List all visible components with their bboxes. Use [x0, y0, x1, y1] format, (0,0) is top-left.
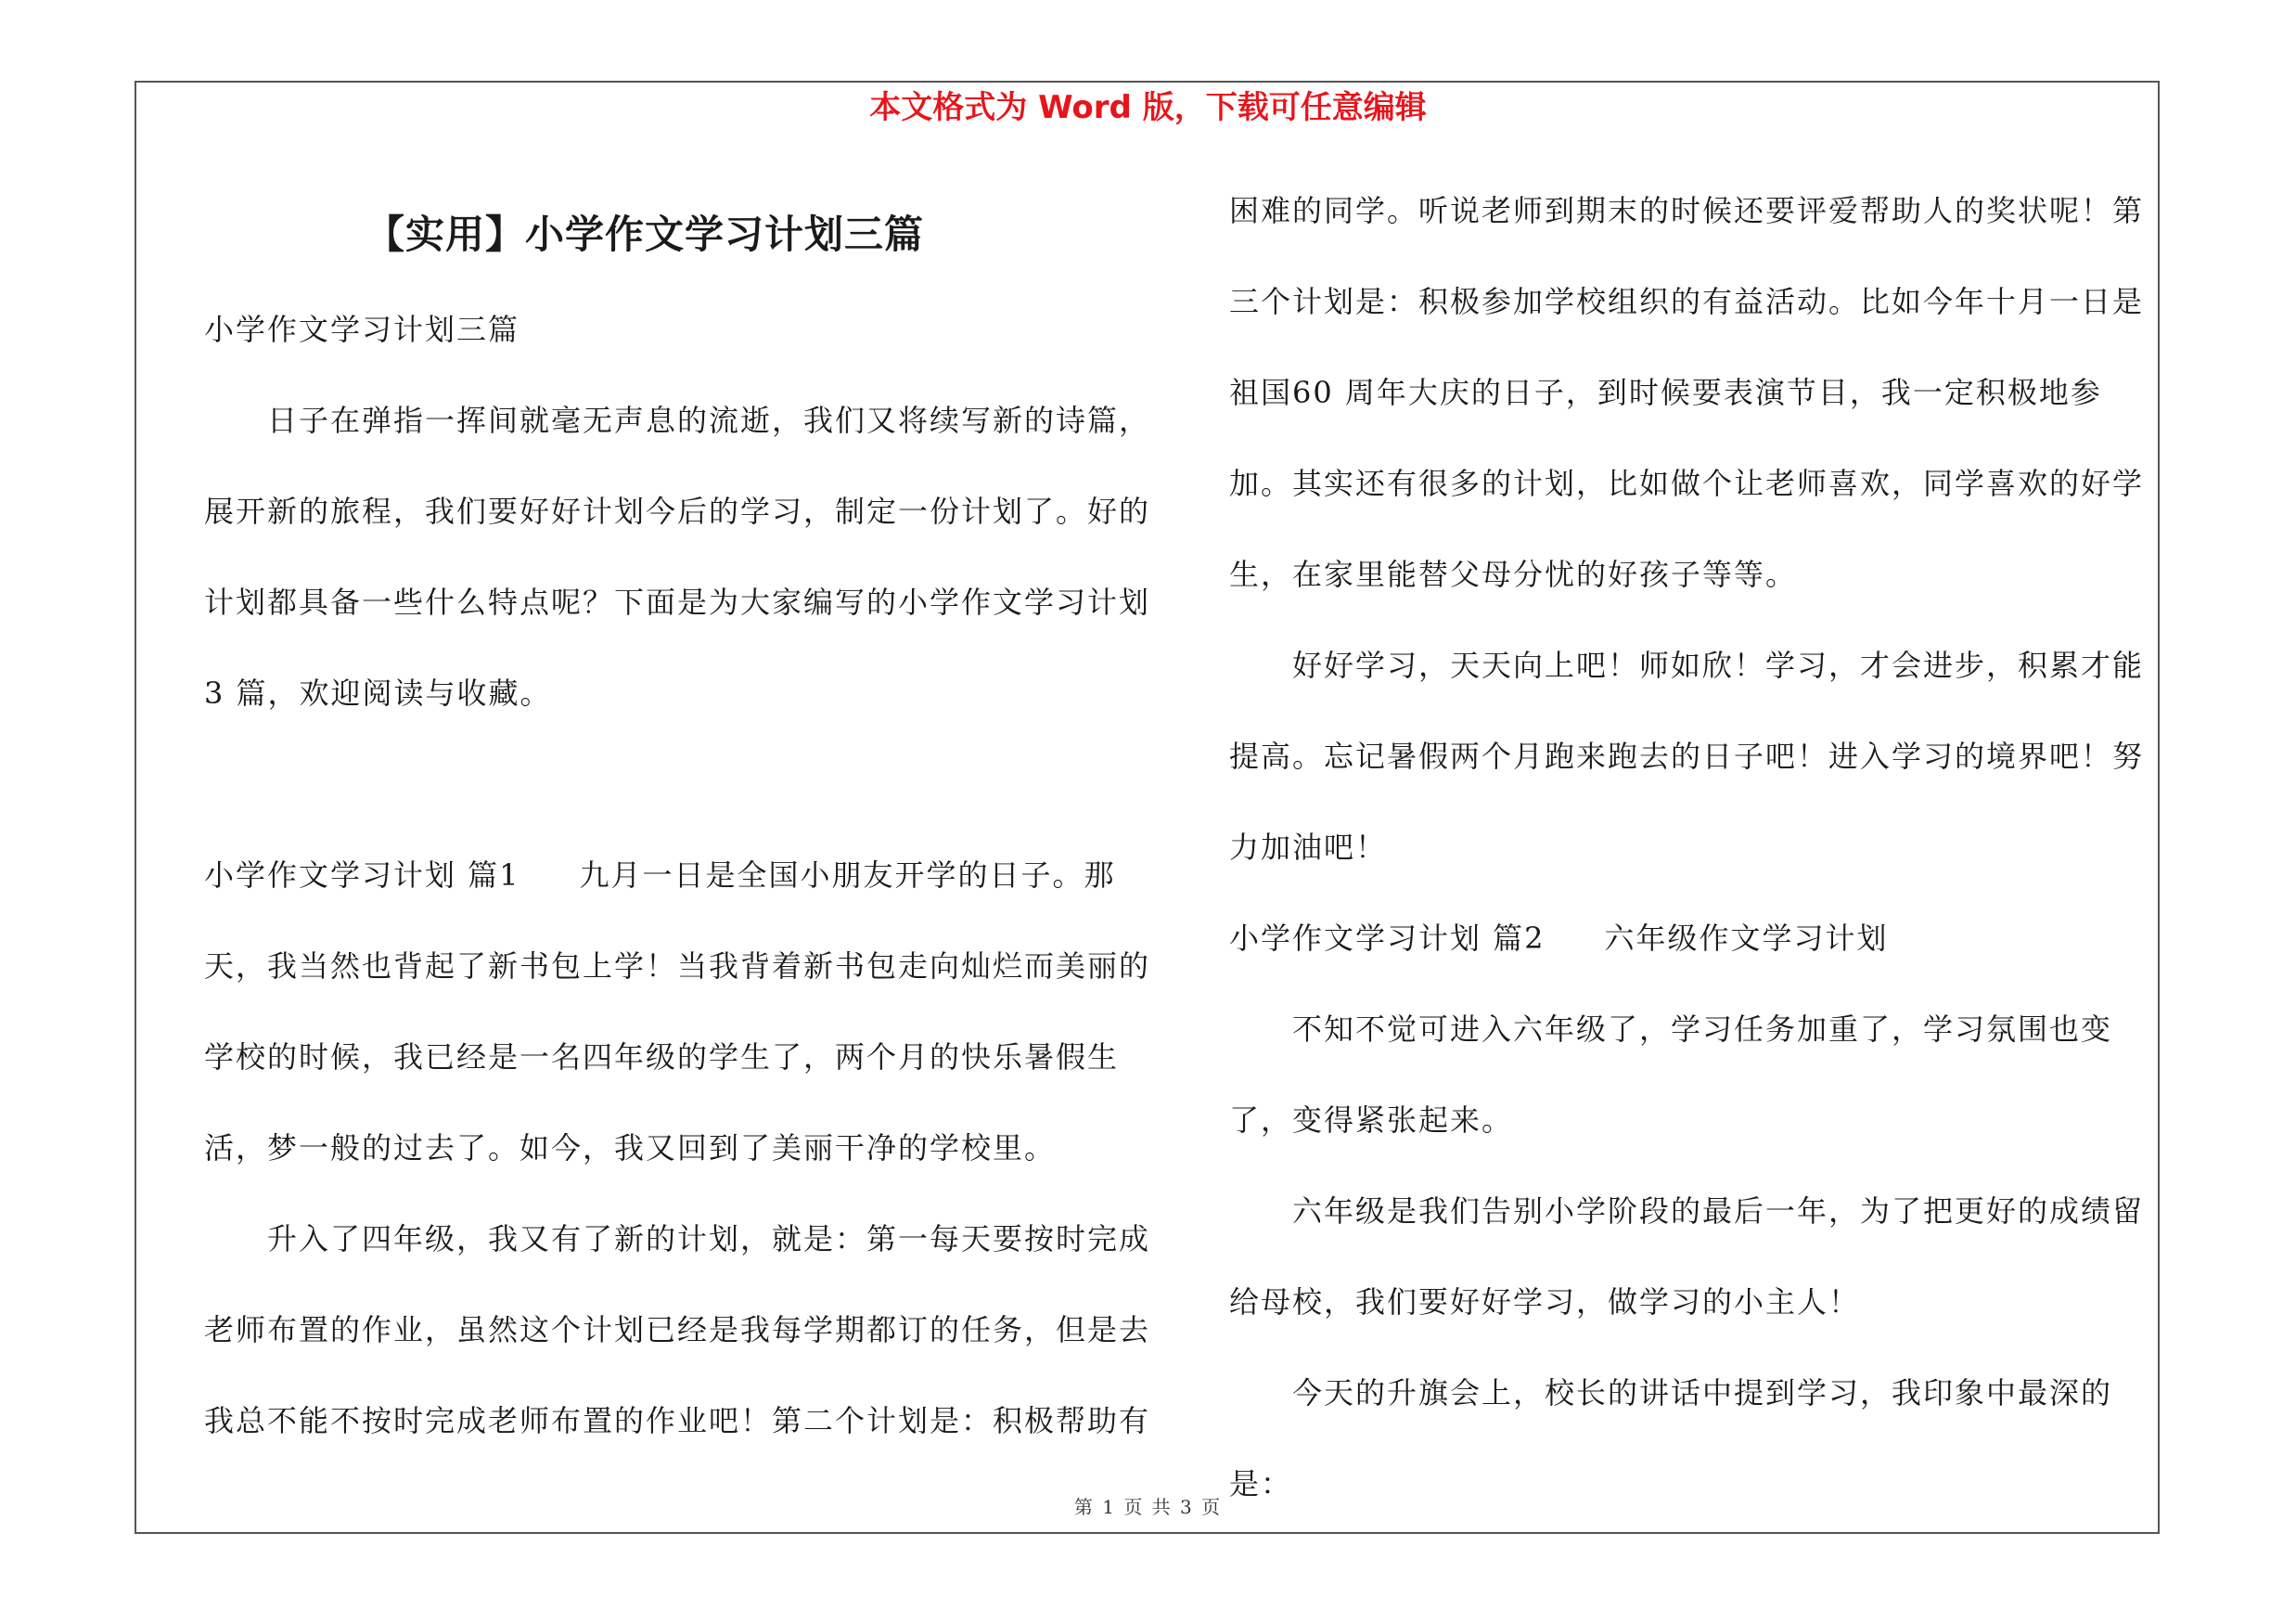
page-footer: 第 1 页 共 3 页: [1073, 1496, 1223, 1518]
document-title: 【实用】小学作文学习计划三篇: [365, 212, 924, 257]
section2-lead: 六年级作文学习计划: [1604, 921, 1889, 956]
section2-paragraph-1: 不知不觉可进入六年级了，学习任务加重了，学习氛围也变了，变得紧张起来。: [1229, 1011, 2113, 1138]
section1-heading: 小学作文学习计划 篇1: [204, 857, 520, 893]
section1-paragraph: [204, 830, 1160, 1193]
subtitle: 小学作文学习计划三篇: [204, 312, 520, 347]
section2-heading-line: [1229, 893, 2157, 984]
section2-paragraph-3: 今天的升旗会上，校长的讲话中提到学习，我印象中最深的是：: [1229, 1375, 2113, 1501]
section1-paragraph-2: 升入了四年级，我又有了新的计划，就是：第一每天要按时完成老师布置的作业，虽然这个计划已经是我每学期都订的任务，但是去我总不能不按时完成老师布置的作业吧！第二个计划是：积极帮助有: [204, 1221, 1151, 1438]
left-column: [204, 186, 1160, 1466]
continuation-paragraph: 困难的同学。听说老师到期末的时候还要评爱帮助人的奖状呢！第三个计划是：积极参加学校组织的有益活动。比如今年十月一日是祖国60 周年大庆的日子，到时候要表演节目，我一定积极地参加。其实还有很多的计划，比如做个让老师喜欢，同学喜欢的好学生，在家里能替父母分忧的好孩子等等。: [1229, 193, 2145, 592]
word-format-banner: 本文格式为 Word 版，下载可任意编辑: [869, 89, 1427, 126]
intro-paragraph: 日子在弹指一挥间就毫无声息的流逝，我们又将续写新的诗篇，展开新的旅程，我们要好好计划今后的学习，制定一份计划了。好的计划都具备一些什么特点呢？下面是为大家编写的小学作文学习计划3 篇，欢迎阅读与收藏。: [204, 403, 1151, 711]
section2-heading: 小学作文学习计划 篇2: [1229, 921, 1546, 956]
section1-lead: 九月一日是全国小朋友开学的日子。那天，我当然也背起了新书包上学！当我背着新书包走向灿烂而美丽的学校的时候，我已经是一名四年级的学生了，两个月的快乐暑假生活，梦一般的过去了。如今，我又回到了美丽干净的学校里。: [204, 857, 1151, 1166]
spacer: [204, 739, 1160, 830]
right-column: [1229, 165, 2157, 1529]
section2-paragraph-2: 六年级是我们告别小学阶段的最后一年，为了把更好的成绩留给母校，我们要好好学习，做学习的小主人！: [1229, 1193, 2145, 1320]
study-paragraph: 好好学习，天天向上吧！师如欣！学习，才会进步，积累才能提高。忘记暑假两个月跑来跑去的日子吧！进入学习的境界吧！努力加油吧！: [1229, 648, 2145, 865]
